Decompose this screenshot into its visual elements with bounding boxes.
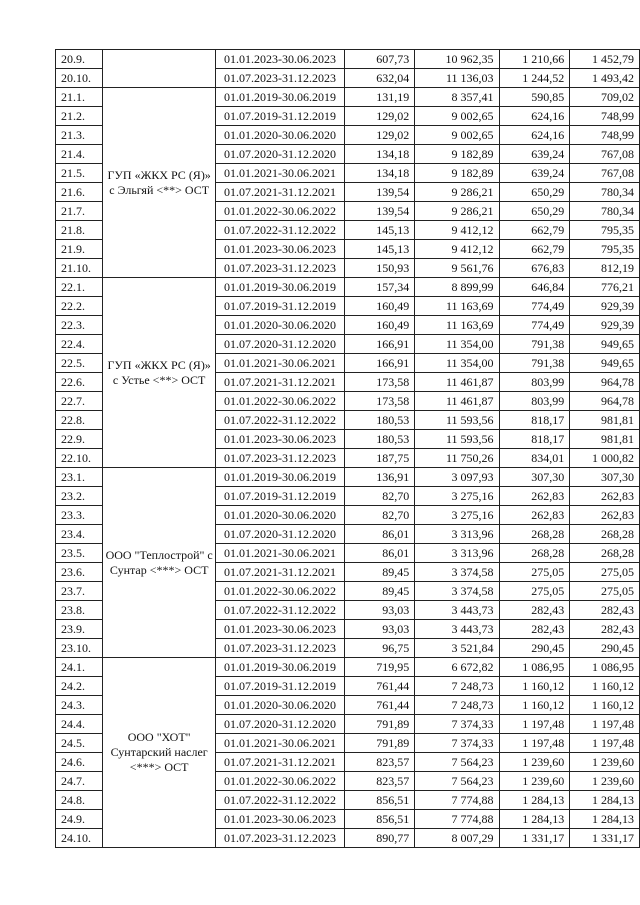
row-number: 24.7.: [56, 772, 103, 791]
value-cell-1: 82,70: [345, 506, 415, 525]
period-cell: 01.01.2023-30.06.2023: [215, 430, 344, 449]
period-cell: 01.01.2023-30.06.2023: [215, 240, 344, 259]
value-cell-1: 89,45: [345, 563, 415, 582]
period-cell: 01.01.2019-30.06.2019: [215, 88, 344, 107]
value-cell-3: 275,05: [499, 582, 570, 601]
value-cell-2: 10 962,35: [415, 50, 499, 69]
period-cell: 01.01.2022-30.06.2022: [215, 392, 344, 411]
period-cell: 01.01.2022-30.06.2022: [215, 202, 344, 221]
value-cell-3: 1 239,60: [499, 772, 570, 791]
row-number: 23.4.: [56, 525, 103, 544]
value-cell-4: 964,78: [570, 373, 640, 392]
row-number: 24.4.: [56, 715, 103, 734]
row-number: 22.3.: [56, 316, 103, 335]
row-number: 23.1.: [56, 468, 103, 487]
organization-name: ООО "ХОТ" Сунтарский наслег <***> ОСТ: [110, 730, 208, 774]
value-cell-2: 11 461,87: [415, 373, 499, 392]
value-cell-3: 282,43: [499, 601, 570, 620]
value-cell-2: 9 561,76: [415, 259, 499, 278]
value-cell-2: 3 275,16: [415, 506, 499, 525]
table-row: [56, 88, 640, 107]
row-number: 24.10.: [56, 829, 103, 848]
value-cell-4: 1 284,13: [570, 791, 640, 810]
period-cell: 01.01.2020-30.06.2020: [215, 696, 344, 715]
value-cell-4: 929,39: [570, 297, 640, 316]
value-cell-4: 1 197,48: [570, 715, 640, 734]
period-cell: 01.01.2022-30.06.2022: [215, 582, 344, 601]
organization-cell: [103, 50, 216, 88]
value-cell-1: 157,34: [345, 278, 415, 297]
value-cell-3: 662,79: [499, 221, 570, 240]
row-number: 22.7.: [56, 392, 103, 411]
value-cell-3: 1 160,12: [499, 696, 570, 715]
value-cell-4: 268,28: [570, 525, 640, 544]
value-cell-1: 129,02: [345, 107, 415, 126]
value-cell-4: 780,34: [570, 202, 640, 221]
row-number: 22.8.: [56, 411, 103, 430]
value-cell-2: 3 374,58: [415, 563, 499, 582]
value-cell-2: 11 354,00: [415, 354, 499, 373]
organization-name: ГУП «ЖКХ РС (Я)» с Эльгяй <**> ОСТ: [107, 167, 211, 197]
row-number: 20.10.: [56, 69, 103, 88]
period-cell: 01.07.2019-31.12.2019: [215, 297, 344, 316]
value-cell-4: 767,08: [570, 145, 640, 164]
value-cell-1: 139,54: [345, 202, 415, 221]
period-cell: 01.07.2019-31.12.2019: [215, 107, 344, 126]
value-cell-2: 11 593,56: [415, 430, 499, 449]
value-cell-2: 7 248,73: [415, 677, 499, 696]
value-cell-2: 7 248,73: [415, 696, 499, 715]
value-cell-1: 86,01: [345, 544, 415, 563]
value-cell-4: 282,43: [570, 601, 640, 620]
value-cell-1: 180,53: [345, 411, 415, 430]
row-number: 22.1.: [56, 278, 103, 297]
row-number: 24.8.: [56, 791, 103, 810]
value-cell-3: 639,24: [499, 164, 570, 183]
value-cell-3: 1 197,48: [499, 715, 570, 734]
value-cell-3: 791,38: [499, 354, 570, 373]
value-cell-4: 290,45: [570, 639, 640, 658]
tariff-table-body: [56, 50, 640, 848]
value-cell-3: 818,17: [499, 430, 570, 449]
value-cell-2: 3 443,73: [415, 620, 499, 639]
value-cell-4: 1 493,42: [570, 69, 640, 88]
value-cell-2: 9 412,12: [415, 240, 499, 259]
value-cell-1: 173,58: [345, 373, 415, 392]
row-number: 23.9.: [56, 620, 103, 639]
row-number: 21.7.: [56, 202, 103, 221]
value-cell-1: 129,02: [345, 126, 415, 145]
value-cell-3: 1 244,52: [499, 69, 570, 88]
value-cell-2: 7 774,88: [415, 791, 499, 810]
period-cell: 01.07.2021-31.12.2021: [215, 373, 344, 392]
value-cell-4: 767,08: [570, 164, 640, 183]
period-cell: 01.07.2023-31.12.2023: [215, 639, 344, 658]
value-cell-4: 268,28: [570, 544, 640, 563]
value-cell-4: 1 160,12: [570, 677, 640, 696]
period-cell: 01.01.2021-30.06.2021: [215, 164, 344, 183]
value-cell-3: 834,01: [499, 449, 570, 468]
value-cell-1: 145,13: [345, 221, 415, 240]
organization-cell: [103, 468, 216, 658]
period-cell: 01.07.2020-31.12.2020: [215, 335, 344, 354]
period-cell: 01.01.2021-30.06.2021: [215, 544, 344, 563]
value-cell-1: 719,95: [345, 658, 415, 677]
value-cell-1: 856,51: [345, 810, 415, 829]
value-cell-1: 89,45: [345, 582, 415, 601]
value-cell-1: 134,18: [345, 164, 415, 183]
value-cell-4: 1 284,13: [570, 810, 640, 829]
value-cell-4: 262,83: [570, 506, 640, 525]
value-cell-2: 9 286,21: [415, 183, 499, 202]
period-cell: 01.07.2022-31.12.2022: [215, 601, 344, 620]
value-cell-4: 780,34: [570, 183, 640, 202]
row-number: 21.10.: [56, 259, 103, 278]
value-cell-3: 639,24: [499, 145, 570, 164]
value-cell-3: 282,43: [499, 620, 570, 639]
value-cell-1: 761,44: [345, 677, 415, 696]
value-cell-3: 1 284,13: [499, 791, 570, 810]
row-number: 23.7.: [56, 582, 103, 601]
value-cell-1: 632,04: [345, 69, 415, 88]
value-cell-2: 11 136,03: [415, 69, 499, 88]
value-cell-2: 3 275,16: [415, 487, 499, 506]
period-cell: 01.07.2019-31.12.2019: [215, 487, 344, 506]
period-cell: 01.01.2023-30.06.2023: [215, 810, 344, 829]
value-cell-4: 1 197,48: [570, 734, 640, 753]
row-number: 24.9.: [56, 810, 103, 829]
row-number: 21.1.: [56, 88, 103, 107]
table-row: [56, 468, 640, 487]
value-cell-1: 136,91: [345, 468, 415, 487]
value-cell-1: 150,93: [345, 259, 415, 278]
value-cell-1: 856,51: [345, 791, 415, 810]
period-cell: 01.01.2019-30.06.2019: [215, 278, 344, 297]
value-cell-3: 803,99: [499, 373, 570, 392]
value-cell-1: 96,75: [345, 639, 415, 658]
value-cell-4: 1 239,60: [570, 753, 640, 772]
period-cell: 01.07.2020-31.12.2020: [215, 715, 344, 734]
value-cell-1: 86,01: [345, 525, 415, 544]
value-cell-3: 590,85: [499, 88, 570, 107]
value-cell-1: 166,91: [345, 354, 415, 373]
value-cell-1: 791,89: [345, 734, 415, 753]
row-number: 24.6.: [56, 753, 103, 772]
value-cell-3: 791,38: [499, 335, 570, 354]
value-cell-2: 11 354,00: [415, 335, 499, 354]
row-number: 24.2.: [56, 677, 103, 696]
organization-cell: [103, 278, 216, 468]
value-cell-3: 275,05: [499, 563, 570, 582]
value-cell-4: 949,65: [570, 335, 640, 354]
value-cell-1: 823,57: [345, 753, 415, 772]
period-cell: 01.01.2019-30.06.2019: [215, 658, 344, 677]
period-cell: 01.01.2021-30.06.2021: [215, 734, 344, 753]
row-number: 21.3.: [56, 126, 103, 145]
value-cell-3: 676,83: [499, 259, 570, 278]
row-number: 24.3.: [56, 696, 103, 715]
value-cell-2: 7 374,33: [415, 734, 499, 753]
value-cell-3: 1 160,12: [499, 677, 570, 696]
row-number: 21.2.: [56, 107, 103, 126]
value-cell-4: 795,35: [570, 240, 640, 259]
value-cell-4: 1 160,12: [570, 696, 640, 715]
row-number: 22.9.: [56, 430, 103, 449]
value-cell-2: 11 593,56: [415, 411, 499, 430]
value-cell-3: 268,28: [499, 525, 570, 544]
value-cell-3: 650,29: [499, 183, 570, 202]
value-cell-2: 8 899,99: [415, 278, 499, 297]
value-cell-4: 949,65: [570, 354, 640, 373]
value-cell-3: 290,45: [499, 639, 570, 658]
value-cell-4: 1 452,79: [570, 50, 640, 69]
value-cell-4: 262,83: [570, 487, 640, 506]
value-cell-2: 3 313,96: [415, 525, 499, 544]
table-row: [56, 658, 640, 677]
value-cell-1: 607,73: [345, 50, 415, 69]
value-cell-2: 7 564,23: [415, 772, 499, 791]
period-cell: 01.01.2020-30.06.2020: [215, 506, 344, 525]
value-cell-4: 275,05: [570, 582, 640, 601]
value-cell-4: 748,99: [570, 107, 640, 126]
period-cell: 01.07.2021-31.12.2021: [215, 753, 344, 772]
value-cell-4: 748,99: [570, 126, 640, 145]
value-cell-4: 709,02: [570, 88, 640, 107]
row-number: 22.6.: [56, 373, 103, 392]
period-cell: 01.07.2022-31.12.2022: [215, 791, 344, 810]
value-cell-1: 139,54: [345, 183, 415, 202]
value-cell-4: 282,43: [570, 620, 640, 639]
value-cell-3: 774,49: [499, 297, 570, 316]
value-cell-4: 929,39: [570, 316, 640, 335]
value-cell-3: 624,16: [499, 107, 570, 126]
period-cell: 01.07.2019-31.12.2019: [215, 677, 344, 696]
value-cell-3: 1 284,13: [499, 810, 570, 829]
value-cell-4: 1 000,82: [570, 449, 640, 468]
period-cell: 01.07.2021-31.12.2021: [215, 563, 344, 582]
period-cell: 01.07.2020-31.12.2020: [215, 525, 344, 544]
value-cell-1: 145,13: [345, 240, 415, 259]
value-cell-2: 3 097,93: [415, 468, 499, 487]
value-cell-2: 11 461,87: [415, 392, 499, 411]
period-cell: 01.01.2023-30.06.2023: [215, 50, 344, 69]
period-cell: 01.01.2020-30.06.2020: [215, 316, 344, 335]
value-cell-4: 275,05: [570, 563, 640, 582]
value-cell-2: 3 521,84: [415, 639, 499, 658]
row-number: 23.3.: [56, 506, 103, 525]
value-cell-3: 650,29: [499, 202, 570, 221]
period-cell: 01.07.2022-31.12.2022: [215, 221, 344, 240]
period-cell: 01.07.2022-31.12.2022: [215, 411, 344, 430]
row-number: 22.5.: [56, 354, 103, 373]
value-cell-2: 7 564,23: [415, 753, 499, 772]
row-number: 21.4.: [56, 145, 103, 164]
row-number: 21.9.: [56, 240, 103, 259]
organization-cell: [103, 88, 216, 278]
value-cell-2: 9 182,89: [415, 145, 499, 164]
value-cell-3: 262,83: [499, 487, 570, 506]
row-number: 22.4.: [56, 335, 103, 354]
value-cell-1: 93,03: [345, 601, 415, 620]
row-number: 23.10.: [56, 639, 103, 658]
value-cell-2: 11 163,69: [415, 316, 499, 335]
value-cell-4: 964,78: [570, 392, 640, 411]
organization-cell: [103, 658, 216, 848]
value-cell-4: 1 086,95: [570, 658, 640, 677]
value-cell-3: 1 239,60: [499, 753, 570, 772]
value-cell-1: 166,91: [345, 335, 415, 354]
row-number: 23.6.: [56, 563, 103, 582]
value-cell-3: 774,49: [499, 316, 570, 335]
value-cell-2: 8 357,41: [415, 88, 499, 107]
value-cell-3: 1 197,48: [499, 734, 570, 753]
row-number: 21.8.: [56, 221, 103, 240]
row-number: 21.6.: [56, 183, 103, 202]
value-cell-1: 761,44: [345, 696, 415, 715]
period-cell: 01.01.2022-30.06.2022: [215, 772, 344, 791]
value-cell-2: 9 002,65: [415, 126, 499, 145]
value-cell-2: 9 412,12: [415, 221, 499, 240]
value-cell-1: 160,49: [345, 297, 415, 316]
period-cell: 01.01.2019-30.06.2019: [215, 468, 344, 487]
row-number: 22.2.: [56, 297, 103, 316]
value-cell-2: 11 163,69: [415, 297, 499, 316]
period-cell: 01.07.2023-31.12.2023: [215, 259, 344, 278]
value-cell-4: 1 239,60: [570, 772, 640, 791]
period-cell: 01.07.2021-31.12.2021: [215, 183, 344, 202]
period-cell: 01.07.2023-31.12.2023: [215, 69, 344, 88]
period-cell: 01.01.2023-30.06.2023: [215, 620, 344, 639]
row-number: 23.2.: [56, 487, 103, 506]
row-number: 22.10.: [56, 449, 103, 468]
value-cell-3: 624,16: [499, 126, 570, 145]
period-cell: 01.07.2023-31.12.2023: [215, 449, 344, 468]
value-cell-3: 803,99: [499, 392, 570, 411]
period-cell: 01.01.2021-30.06.2021: [215, 354, 344, 373]
value-cell-2: 9 286,21: [415, 202, 499, 221]
row-number: 20.9.: [56, 50, 103, 69]
value-cell-1: 890,77: [345, 829, 415, 848]
row-number: 21.5.: [56, 164, 103, 183]
table-row: [56, 278, 640, 297]
value-cell-1: 791,89: [345, 715, 415, 734]
value-cell-1: 160,49: [345, 316, 415, 335]
value-cell-4: 981,81: [570, 430, 640, 449]
value-cell-3: 818,17: [499, 411, 570, 430]
row-number: 23.8.: [56, 601, 103, 620]
value-cell-4: 812,19: [570, 259, 640, 278]
value-cell-2: 8 007,29: [415, 829, 499, 848]
value-cell-3: 662,79: [499, 240, 570, 259]
value-cell-2: 11 750,26: [415, 449, 499, 468]
value-cell-1: 180,53: [345, 430, 415, 449]
value-cell-2: 7 774,88: [415, 810, 499, 829]
value-cell-3: 1 331,17: [499, 829, 570, 848]
organization-name: ООО "Теплострой" с Сунтар <***> ОСТ: [105, 547, 213, 577]
value-cell-2: 9 182,89: [415, 164, 499, 183]
period-cell: 01.07.2020-31.12.2020: [215, 145, 344, 164]
row-number: 24.1.: [56, 658, 103, 677]
value-cell-1: 823,57: [345, 772, 415, 791]
period-cell: 01.07.2023-31.12.2023: [215, 829, 344, 848]
value-cell-2: 7 374,33: [415, 715, 499, 734]
row-number: 24.5.: [56, 734, 103, 753]
value-cell-4: 795,35: [570, 221, 640, 240]
value-cell-4: 1 331,17: [570, 829, 640, 848]
organization-name: ГУП «ЖКХ РС (Я)» с Устье <**> ОСТ: [107, 357, 211, 387]
value-cell-1: 82,70: [345, 487, 415, 506]
value-cell-2: 3 313,96: [415, 544, 499, 563]
value-cell-2: 3 374,58: [415, 582, 499, 601]
value-cell-2: 3 443,73: [415, 601, 499, 620]
value-cell-3: 1 210,66: [499, 50, 570, 69]
value-cell-1: 173,58: [345, 392, 415, 411]
value-cell-2: 9 002,65: [415, 107, 499, 126]
value-cell-3: 646,84: [499, 278, 570, 297]
tariff-table: [55, 49, 640, 848]
value-cell-2: 6 672,82: [415, 658, 499, 677]
value-cell-4: 981,81: [570, 411, 640, 430]
value-cell-4: 307,30: [570, 468, 640, 487]
value-cell-1: 187,75: [345, 449, 415, 468]
value-cell-1: 131,19: [345, 88, 415, 107]
value-cell-3: 1 086,95: [499, 658, 570, 677]
period-cell: 01.01.2020-30.06.2020: [215, 126, 344, 145]
value-cell-3: 268,28: [499, 544, 570, 563]
value-cell-1: 93,03: [345, 620, 415, 639]
value-cell-4: 776,21: [570, 278, 640, 297]
row-number: 23.5.: [56, 544, 103, 563]
value-cell-3: 307,30: [499, 468, 570, 487]
table-row: [56, 50, 640, 69]
value-cell-3: 262,83: [499, 506, 570, 525]
value-cell-1: 134,18: [345, 145, 415, 164]
